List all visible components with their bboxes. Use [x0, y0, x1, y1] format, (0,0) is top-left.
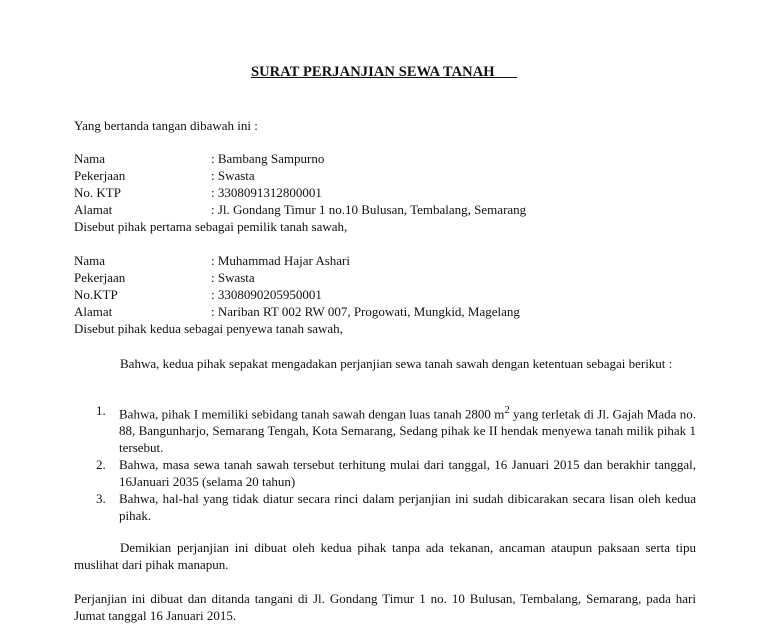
party1-role: Disebut pihak pertama sebagai pemilik tanah sawah,: [74, 219, 348, 234]
term-item: [74, 402, 696, 456]
term-text: Bahwa, pihak I memiliki sebidang tanah sawah dengan luas tanah 2800 m: [119, 406, 505, 422]
party1-job-value: : Swasta: [211, 168, 255, 183]
party1-name-value: : Bambang Sampurno: [211, 151, 325, 166]
term-number: 2.: [96, 457, 106, 473]
intro-text: Yang bertanda tangan dibawah ini :: [74, 118, 258, 133]
party2-role: Disebut pihak kedua sebagai penyewa tanah sawah,: [74, 321, 343, 336]
term-item: [74, 456, 696, 490]
terms-list: [74, 402, 696, 524]
party2-job-label: Pekerjaan: [74, 270, 126, 285]
party2-name-label: Nama: [74, 253, 106, 268]
party1-ktp-value: : 3308091312800001: [211, 185, 322, 200]
party2-address-label: Alamat: [74, 304, 113, 319]
party1-address-value: : Jl. Gondang Timur 1 no.10 Bulusan, Tembalang, Semarang: [211, 202, 527, 217]
party2-job-value: : Swasta: [211, 270, 255, 285]
term-text-cont: yang terletak di Jl. Gajah Mada no. 88, Bangunharjo, Semarang Tengah, Kota Semarang, Sedang pihak ke II hendak menyewa tanah milik pihak 1 tersebut.: [119, 406, 696, 456]
party1-job-label: Pekerjaan: [74, 168, 126, 183]
party1-address-label: Alamat: [74, 202, 113, 217]
party2-ktp-label: No.KTP: [74, 287, 118, 302]
term-number: 3.: [96, 491, 106, 507]
party2-ktp-value: : 3308090205950001: [211, 287, 322, 302]
party1-ktp-label: No. KTP: [74, 185, 121, 200]
term-text: Bahwa, hal-hal yang tidak diatur secara rinci dalam perjanjian ini sudah dibicarakan secara lisan oleh kedua pihak.: [119, 491, 696, 524]
term-number: 1.: [96, 403, 106, 418]
term-text: Bahwa, masa sewa tanah sawah tersebut terhitung mulai dari tanggal, 16 Januari 2015 dan berakhir tanggal, 16Januari 2035 (selama 20 tahun): [119, 457, 696, 490]
document-title: SURAT PERJANJIAN SEWA TANAH: [250, 64, 495, 80]
agreement-intro: Bahwa, kedua pihak sepakat mengadakan perjanjian sewa tanah sawah dengan ketentuan sebagai berikut :: [120, 356, 673, 371]
place-date-paragraph: Perjanjian ini dibuat dan ditanda tangani di Jl. Gondang Timur 1 no. 10 Bulusan, Tembalang, Semarang, pada hari Jumat tanggal 16 Januari 2015.: [74, 591, 696, 623]
term-item: [74, 490, 696, 524]
closing-paragraph: Demikian perjanjian ini dibuat oleh kedua pihak tanpa ada tekanan, ancaman ataupun paksaan serta tipu muslihat dari pihak manapun.: [74, 540, 696, 572]
party2-name-value: : Muhammad Hajar Ashari: [211, 253, 350, 268]
party1-name-label: Nama: [74, 151, 106, 166]
superscript: 2: [504, 404, 510, 416]
party2-address-value: : Nariban RT 002 RW 007, Progowati, Mungkid, Magelang: [211, 304, 520, 319]
